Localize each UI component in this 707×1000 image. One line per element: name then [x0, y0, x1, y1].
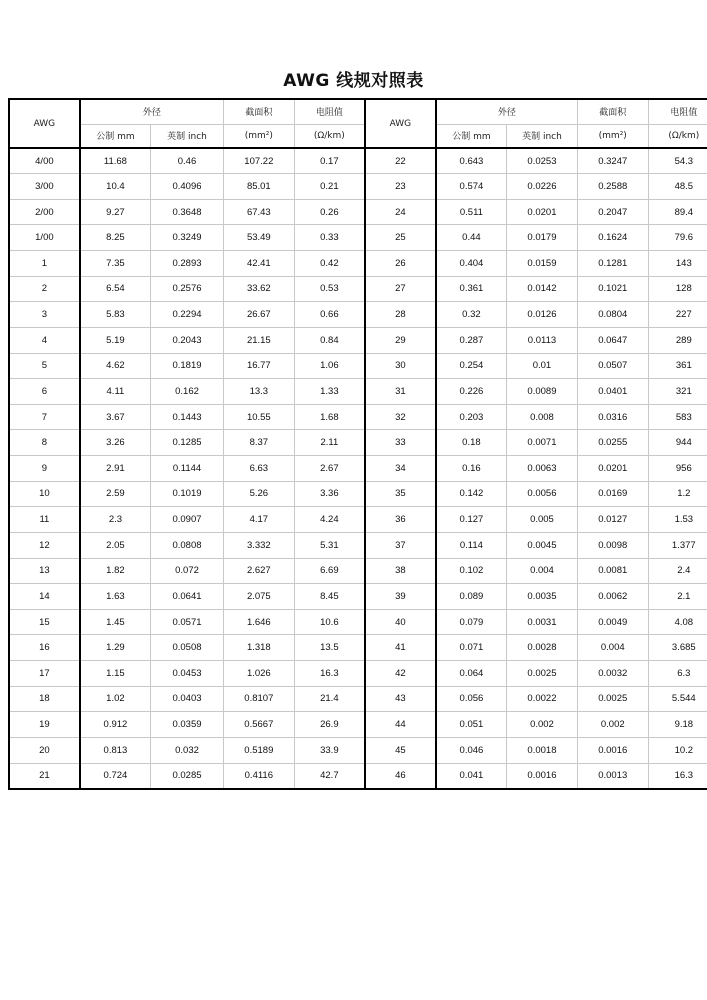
metric-mm-cell: 0.724 — [80, 763, 151, 789]
metric-mm-cell: 0.361 — [436, 276, 507, 302]
awg-gauge-cell: 43 — [365, 686, 436, 712]
cross-section-cell: 0.1021 — [577, 276, 648, 302]
awg-gauge-cell: 4/00 — [9, 148, 80, 174]
header-resistance: 电阻值 — [648, 99, 707, 124]
cross-section-cell: 0.0025 — [577, 686, 648, 712]
resistance-cell: 2.4 — [648, 558, 707, 584]
metric-mm-cell: 0.404 — [436, 251, 507, 277]
resistance-cell: 1.33 — [294, 379, 365, 405]
resistance-cell: 5.544 — [648, 686, 707, 712]
cross-section-cell: 0.0016 — [577, 737, 648, 763]
metric-mm-cell: 1.45 — [80, 609, 151, 635]
cross-section-cell: 4.17 — [223, 507, 294, 533]
cross-section-cell: 6.63 — [223, 456, 294, 482]
resistance-cell: 54.3 — [648, 148, 707, 174]
metric-mm-cell: 4.62 — [80, 353, 151, 379]
awg-gauge-cell: 15 — [9, 609, 80, 635]
metric-mm-cell: 0.226 — [436, 379, 507, 405]
cross-section-cell: 107.22 — [223, 148, 294, 174]
header-imperial-inch: 英制 inch — [151, 124, 224, 148]
header-resistance-unit: (Ω/km) — [294, 124, 365, 148]
imperial-inch-cell: 0.3648 — [151, 199, 224, 225]
metric-mm-cell: 0.44 — [436, 225, 507, 251]
metric-mm-cell: 0.089 — [436, 584, 507, 610]
awg-gauge-cell: 30 — [365, 353, 436, 379]
awg-gauge-cell: 4 — [9, 327, 80, 353]
awg-gauge-cell: 45 — [365, 737, 436, 763]
awg-gauge-cell: 38 — [365, 558, 436, 584]
imperial-inch-cell: 0.0113 — [507, 327, 578, 353]
metric-mm-cell: 0.056 — [436, 686, 507, 712]
imperial-inch-cell: 0.46 — [151, 148, 224, 174]
cross-section-cell: 3.332 — [223, 532, 294, 558]
resistance-cell: 1.68 — [294, 404, 365, 430]
imperial-inch-cell: 0.2576 — [151, 276, 224, 302]
awg-gauge-cell: 16 — [9, 635, 80, 661]
awg-gauge-cell: 41 — [365, 635, 436, 661]
cross-section-cell: 1.026 — [223, 661, 294, 687]
awg-gauge-cell: 9 — [9, 456, 80, 482]
imperial-inch-cell: 0.0045 — [507, 532, 578, 558]
awg-gauge-cell: 10 — [9, 481, 80, 507]
cross-section-cell: 0.0081 — [577, 558, 648, 584]
cross-section-cell: 0.0507 — [577, 353, 648, 379]
resistance-cell: 4.24 — [294, 507, 365, 533]
imperial-inch-cell: 0.3249 — [151, 225, 224, 251]
awg-gauge-cell: 3/00 — [9, 174, 80, 200]
metric-mm-cell: 3.67 — [80, 404, 151, 430]
header-metric-mm: 公制 mm — [436, 124, 507, 148]
imperial-inch-cell: 0.008 — [507, 404, 578, 430]
metric-mm-cell: 0.064 — [436, 661, 507, 687]
resistance-cell: 33.9 — [294, 737, 365, 763]
awg-gauge-cell: 24 — [365, 199, 436, 225]
awg-gauge-cell: 18 — [9, 686, 80, 712]
imperial-inch-cell: 0.0403 — [151, 686, 224, 712]
imperial-inch-cell: 0.1144 — [151, 456, 224, 482]
imperial-inch-cell: 0.0359 — [151, 712, 224, 738]
cross-section-cell: 0.0049 — [577, 609, 648, 635]
resistance-cell: 2.67 — [294, 456, 365, 482]
awg-gauge-cell: 33 — [365, 430, 436, 456]
imperial-inch-cell: 0.005 — [507, 507, 578, 533]
cross-section-cell: 5.26 — [223, 481, 294, 507]
awg-gauge-cell: 17 — [9, 661, 80, 687]
awg-gauge-cell: 3 — [9, 302, 80, 328]
resistance-cell: 321 — [648, 379, 707, 405]
metric-mm-cell: 0.051 — [436, 712, 507, 738]
cross-section-cell: 67.43 — [223, 199, 294, 225]
imperial-inch-cell: 0.0226 — [507, 174, 578, 200]
imperial-inch-cell: 0.0071 — [507, 430, 578, 456]
awg-gauge-cell: 1 — [9, 251, 80, 277]
awg-gauge-cell: 44 — [365, 712, 436, 738]
cross-section-cell: 0.0804 — [577, 302, 648, 328]
imperial-inch-cell: 0.0571 — [151, 609, 224, 635]
table-row — [9, 686, 707, 712]
table-row — [9, 276, 707, 302]
imperial-inch-cell: 0.1819 — [151, 353, 224, 379]
imperial-inch-cell: 0.0453 — [151, 661, 224, 687]
resistance-cell: 0.26 — [294, 199, 365, 225]
metric-mm-cell: 0.18 — [436, 430, 507, 456]
cross-section-cell: 0.0169 — [577, 481, 648, 507]
resistance-cell: 0.33 — [294, 225, 365, 251]
imperial-inch-cell: 0.0025 — [507, 661, 578, 687]
cross-section-cell: 2.627 — [223, 558, 294, 584]
metric-mm-cell: 1.15 — [80, 661, 151, 687]
imperial-inch-cell: 0.0641 — [151, 584, 224, 610]
imperial-inch-cell: 0.0508 — [151, 635, 224, 661]
resistance-cell: 1.377 — [648, 532, 707, 558]
resistance-cell: 583 — [648, 404, 707, 430]
resistance-cell: 79.6 — [648, 225, 707, 251]
imperial-inch-cell: 0.0159 — [507, 251, 578, 277]
table-row — [9, 635, 707, 661]
metric-mm-cell: 0.127 — [436, 507, 507, 533]
resistance-cell: 6.3 — [648, 661, 707, 687]
table-row — [9, 609, 707, 635]
table-row — [9, 225, 707, 251]
resistance-cell: 128 — [648, 276, 707, 302]
metric-mm-cell: 0.102 — [436, 558, 507, 584]
cross-section-cell: 0.8107 — [223, 686, 294, 712]
metric-mm-cell: 1.02 — [80, 686, 151, 712]
cross-section-cell: 10.55 — [223, 404, 294, 430]
metric-mm-cell: 0.511 — [436, 199, 507, 225]
awg-gauge-cell: 31 — [365, 379, 436, 405]
table-row — [9, 148, 707, 174]
awg-gauge-cell: 5 — [9, 353, 80, 379]
awg-gauge-cell: 26 — [365, 251, 436, 277]
header-resistance-unit: (Ω/km) — [648, 124, 707, 148]
cross-section-cell: 13.3 — [223, 379, 294, 405]
resistance-cell: 42.7 — [294, 763, 365, 789]
cross-section-cell: 33.62 — [223, 276, 294, 302]
metric-mm-cell: 0.912 — [80, 712, 151, 738]
metric-mm-cell: 0.071 — [436, 635, 507, 661]
metric-mm-cell: 1.82 — [80, 558, 151, 584]
awg-gauge-cell: 22 — [365, 148, 436, 174]
table-row — [9, 199, 707, 225]
resistance-cell: 1.53 — [648, 507, 707, 533]
cross-section-cell: 0.0127 — [577, 507, 648, 533]
header-metric-mm: 公制 mm — [80, 124, 151, 148]
metric-mm-cell: 0.813 — [80, 737, 151, 763]
imperial-inch-cell: 0.0253 — [507, 148, 578, 174]
table-row — [9, 532, 707, 558]
awg-gauge-cell: 42 — [365, 661, 436, 687]
metric-mm-cell: 0.142 — [436, 481, 507, 507]
table-row — [9, 174, 707, 200]
resistance-cell: 8.45 — [294, 584, 365, 610]
resistance-cell: 16.3 — [648, 763, 707, 789]
awg-gauge-cell: 13 — [9, 558, 80, 584]
resistance-cell: 48.5 — [648, 174, 707, 200]
cross-section-cell: 0.002 — [577, 712, 648, 738]
cross-section-cell: 21.15 — [223, 327, 294, 353]
metric-mm-cell: 0.041 — [436, 763, 507, 789]
cross-section-cell: 0.0255 — [577, 430, 648, 456]
metric-mm-cell: 0.574 — [436, 174, 507, 200]
metric-mm-cell: 3.26 — [80, 430, 151, 456]
resistance-cell: 2.1 — [648, 584, 707, 610]
awg-gauge-cell: 36 — [365, 507, 436, 533]
imperial-inch-cell: 0.004 — [507, 558, 578, 584]
resistance-cell: 9.18 — [648, 712, 707, 738]
resistance-cell: 0.17 — [294, 148, 365, 174]
cross-section-cell: 0.0647 — [577, 327, 648, 353]
cross-section-cell: 0.0062 — [577, 584, 648, 610]
awg-gauge-cell: 39 — [365, 584, 436, 610]
header-cross-section-unit: (mm²) — [223, 124, 294, 148]
resistance-cell: 3.685 — [648, 635, 707, 661]
table-row — [9, 763, 707, 789]
awg-gauge-cell: 25 — [365, 225, 436, 251]
table-row — [9, 507, 707, 533]
imperial-inch-cell: 0.0035 — [507, 584, 578, 610]
resistance-cell: 3.36 — [294, 481, 365, 507]
awg-gauge-cell: 6 — [9, 379, 80, 405]
cross-section-cell: 0.1281 — [577, 251, 648, 277]
cross-section-cell: 0.3247 — [577, 148, 648, 174]
table-row — [9, 584, 707, 610]
cross-section-cell: 0.1624 — [577, 225, 648, 251]
awg-gauge-cell: 37 — [365, 532, 436, 558]
metric-mm-cell: 0.079 — [436, 609, 507, 635]
resistance-cell: 1.06 — [294, 353, 365, 379]
imperial-inch-cell: 0.0028 — [507, 635, 578, 661]
metric-mm-cell: 2.3 — [80, 507, 151, 533]
header-cross-section-unit: (mm²) — [577, 124, 648, 148]
metric-mm-cell: 0.203 — [436, 404, 507, 430]
cross-section-cell: 0.0201 — [577, 456, 648, 482]
imperial-inch-cell: 0.0063 — [507, 456, 578, 482]
header-awg: AWG — [365, 99, 436, 148]
metric-mm-cell: 5.19 — [80, 327, 151, 353]
table-row — [9, 353, 707, 379]
imperial-inch-cell: 0.002 — [507, 712, 578, 738]
cross-section-cell: 0.0013 — [577, 763, 648, 789]
resistance-cell: 10.2 — [648, 737, 707, 763]
table-row — [9, 404, 707, 430]
cross-section-cell: 53.49 — [223, 225, 294, 251]
resistance-cell: 21.4 — [294, 686, 365, 712]
resistance-cell: 2.11 — [294, 430, 365, 456]
header-resistance: 电阻值 — [294, 99, 365, 124]
resistance-cell: 0.84 — [294, 327, 365, 353]
awg-gauge-cell: 20 — [9, 737, 80, 763]
awg-gauge-cell: 40 — [365, 609, 436, 635]
awg-gauge-cell: 11 — [9, 507, 80, 533]
resistance-cell: 1.2 — [648, 481, 707, 507]
imperial-inch-cell: 0.162 — [151, 379, 224, 405]
imperial-inch-cell: 0.2294 — [151, 302, 224, 328]
awg-gauge-cell: 35 — [365, 481, 436, 507]
imperial-inch-cell: 0.072 — [151, 558, 224, 584]
resistance-cell: 143 — [648, 251, 707, 277]
awg-gauge-cell: 34 — [365, 456, 436, 482]
imperial-inch-cell: 0.0285 — [151, 763, 224, 789]
awg-gauge-cell: 19 — [9, 712, 80, 738]
header-imperial-inch: 英制 inch — [507, 124, 578, 148]
awg-gauge-cell: 46 — [365, 763, 436, 789]
metric-mm-cell: 7.35 — [80, 251, 151, 277]
cross-section-cell: 8.37 — [223, 430, 294, 456]
imperial-inch-cell: 0.0016 — [507, 763, 578, 789]
page-title: AWG 线规对照表 — [283, 71, 424, 91]
metric-mm-cell: 2.05 — [80, 532, 151, 558]
imperial-inch-cell: 0.2893 — [151, 251, 224, 277]
resistance-cell: 4.08 — [648, 609, 707, 635]
header-outer-diameter: 外径 — [436, 99, 578, 124]
awg-gauge-cell: 7 — [9, 404, 80, 430]
metric-mm-cell: 0.046 — [436, 737, 507, 763]
resistance-cell: 0.53 — [294, 276, 365, 302]
metric-mm-cell: 5.83 — [80, 302, 151, 328]
resistance-cell: 16.3 — [294, 661, 365, 687]
awg-gauge-cell: 14 — [9, 584, 80, 610]
awg-gauge-cell: 21 — [9, 763, 80, 789]
awg-gauge-cell: 8 — [9, 430, 80, 456]
imperial-inch-cell: 0.0179 — [507, 225, 578, 251]
table-row — [9, 558, 707, 584]
awg-gauge-cell: 12 — [9, 532, 80, 558]
imperial-inch-cell: 0.0907 — [151, 507, 224, 533]
table-row — [9, 251, 707, 277]
cross-section-cell: 0.0032 — [577, 661, 648, 687]
imperial-inch-cell: 0.0056 — [507, 481, 578, 507]
cross-section-cell: 0.2047 — [577, 199, 648, 225]
resistance-cell: 944 — [648, 430, 707, 456]
imperial-inch-cell: 0.0089 — [507, 379, 578, 405]
cross-section-cell: 85.01 — [223, 174, 294, 200]
imperial-inch-cell: 0.2043 — [151, 327, 224, 353]
cross-section-cell: 0.0316 — [577, 404, 648, 430]
imperial-inch-cell: 0.0142 — [507, 276, 578, 302]
table-row — [9, 661, 707, 687]
awg-gauge-cell: 2/00 — [9, 199, 80, 225]
imperial-inch-cell: 0.1443 — [151, 404, 224, 430]
cross-section-cell: 42.41 — [223, 251, 294, 277]
resistance-cell: 89.4 — [648, 199, 707, 225]
awg-gauge-cell: 2 — [9, 276, 80, 302]
table-row — [9, 737, 707, 763]
metric-mm-cell: 8.25 — [80, 225, 151, 251]
resistance-cell: 13.5 — [294, 635, 365, 661]
resistance-cell: 5.31 — [294, 532, 365, 558]
metric-mm-cell: 0.254 — [436, 353, 507, 379]
metric-mm-cell: 0.114 — [436, 532, 507, 558]
cross-section-cell: 0.004 — [577, 635, 648, 661]
cross-section-cell: 0.4116 — [223, 763, 294, 789]
awg-gauge-cell: 1/00 — [9, 225, 80, 251]
imperial-inch-cell: 0.0022 — [507, 686, 578, 712]
resistance-cell: 227 — [648, 302, 707, 328]
metric-mm-cell: 1.63 — [80, 584, 151, 610]
header-cross-section: 截面积 — [223, 99, 294, 124]
imperial-inch-cell: 0.1019 — [151, 481, 224, 507]
metric-mm-cell: 2.59 — [80, 481, 151, 507]
metric-mm-cell: 9.27 — [80, 199, 151, 225]
imperial-inch-cell: 0.0018 — [507, 737, 578, 763]
cross-section-cell: 0.5189 — [223, 737, 294, 763]
header-outer-diameter: 外径 — [80, 99, 224, 124]
table-row — [9, 456, 707, 482]
resistance-cell: 26.9 — [294, 712, 365, 738]
cross-section-cell: 1.318 — [223, 635, 294, 661]
cross-section-cell: 1.646 — [223, 609, 294, 635]
table-row — [9, 430, 707, 456]
cross-section-cell: 0.2588 — [577, 174, 648, 200]
table-row — [9, 481, 707, 507]
awg-gauge-cell: 29 — [365, 327, 436, 353]
metric-mm-cell: 11.68 — [80, 148, 151, 174]
resistance-cell: 10.6 — [294, 609, 365, 635]
cross-section-cell: 16.77 — [223, 353, 294, 379]
awg-gauge-cell: 23 — [365, 174, 436, 200]
header-awg: AWG — [9, 99, 80, 148]
metric-mm-cell: 0.643 — [436, 148, 507, 174]
awg-gauge-cell: 32 — [365, 404, 436, 430]
cross-section-cell: 26.67 — [223, 302, 294, 328]
metric-mm-cell: 1.29 — [80, 635, 151, 661]
resistance-cell: 361 — [648, 353, 707, 379]
cross-section-cell: 0.5667 — [223, 712, 294, 738]
table-row — [9, 302, 707, 328]
metric-mm-cell: 2.91 — [80, 456, 151, 482]
imperial-inch-cell: 0.4096 — [151, 174, 224, 200]
header-cross-section: 截面积 — [577, 99, 648, 124]
imperial-inch-cell: 0.032 — [151, 737, 224, 763]
imperial-inch-cell: 0.1285 — [151, 430, 224, 456]
resistance-cell: 0.21 — [294, 174, 365, 200]
resistance-cell: 0.42 — [294, 251, 365, 277]
awg-gauge-cell: 28 — [365, 302, 436, 328]
cross-section-cell: 2.075 — [223, 584, 294, 610]
resistance-cell: 6.69 — [294, 558, 365, 584]
metric-mm-cell: 4.11 — [80, 379, 151, 405]
imperial-inch-cell: 0.0808 — [151, 532, 224, 558]
resistance-cell: 289 — [648, 327, 707, 353]
imperial-inch-cell: 0.0201 — [507, 199, 578, 225]
resistance-cell: 0.66 — [294, 302, 365, 328]
cross-section-cell: 0.0401 — [577, 379, 648, 405]
metric-mm-cell: 6.54 — [80, 276, 151, 302]
imperial-inch-cell: 0.0031 — [507, 609, 578, 635]
awg-gauge-cell: 27 — [365, 276, 436, 302]
cross-section-cell: 0.0098 — [577, 532, 648, 558]
imperial-inch-cell: 0.0126 — [507, 302, 578, 328]
metric-mm-cell: 0.287 — [436, 327, 507, 353]
table-row — [9, 327, 707, 353]
resistance-cell: 956 — [648, 456, 707, 482]
metric-mm-cell: 0.16 — [436, 456, 507, 482]
metric-mm-cell: 10.4 — [80, 174, 151, 200]
awg-table — [8, 98, 707, 790]
imperial-inch-cell: 0.01 — [507, 353, 578, 379]
table-row — [9, 712, 707, 738]
table-row — [9, 379, 707, 405]
metric-mm-cell: 0.32 — [436, 302, 507, 328]
